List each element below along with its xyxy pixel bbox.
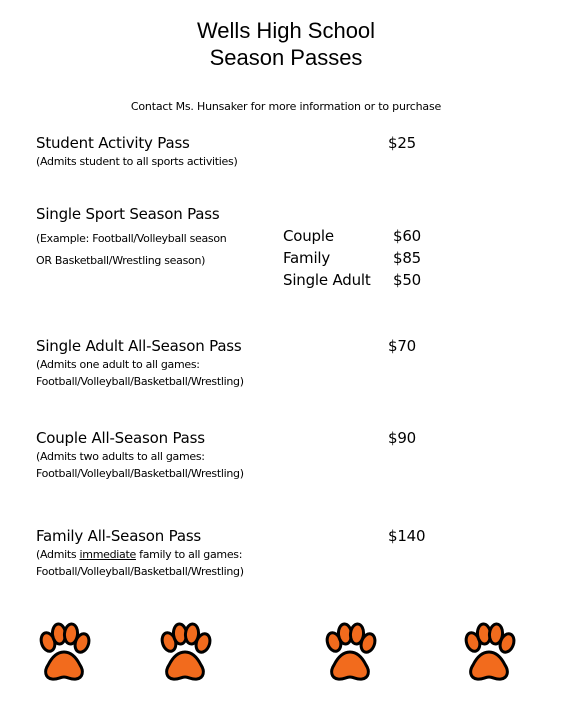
couple-pass-price: $90 bbox=[388, 429, 417, 447]
student-pass-price: $25 bbox=[388, 134, 417, 152]
single-sport-option-price: $85 bbox=[393, 249, 422, 267]
single-adult-pass-name: Single Adult All-Season Pass bbox=[36, 337, 242, 355]
contact-line: Contact Ms. Hunsaker for more information or to purchase bbox=[130, 100, 442, 113]
paw-print-icon bbox=[36, 622, 92, 684]
paw-pad bbox=[332, 652, 369, 679]
student-pass-note: (Admits student to all sports activities) bbox=[36, 155, 238, 168]
page-title-line-2: Season Passes bbox=[209, 45, 363, 70]
paw-print-icon bbox=[322, 622, 378, 684]
single-sport-option-label: Couple bbox=[283, 227, 334, 245]
couple-pass-name: Couple All-Season Pass bbox=[36, 429, 205, 447]
single-sport-option-price: $60 bbox=[393, 227, 422, 245]
family-note-emphasis: immediate bbox=[79, 548, 136, 561]
single-sport-pass-name: Single Sport Season Pass bbox=[36, 205, 220, 223]
single-sport-note-line-1: (Example: Football/Volleyball season bbox=[36, 232, 227, 245]
page-title-line-1: Wells High School bbox=[196, 18, 376, 43]
family-note-pre: (Admits bbox=[36, 548, 80, 561]
single-sport-option-label: Family bbox=[283, 249, 331, 267]
single-adult-pass-price: $70 bbox=[388, 337, 417, 355]
couple-note-line-2: Football/Volleyball/Basketball/Wrestling) bbox=[36, 467, 244, 480]
couple-note-line-1: (Admits two adults to all games: bbox=[36, 450, 205, 463]
family-pass-name: Family All-Season Pass bbox=[36, 527, 202, 545]
paw-print-icon bbox=[461, 622, 517, 684]
single-sport-option-price: $50 bbox=[393, 271, 422, 289]
single-sport-option-label: Single Adult bbox=[283, 271, 371, 289]
single-adult-note-line-2: Football/Volleyball/Basketball/Wrestling) bbox=[36, 375, 244, 388]
paw-pad bbox=[471, 652, 508, 679]
single-adult-note-line-1: (Admits one adult to all games: bbox=[36, 358, 200, 371]
paw-pad bbox=[46, 652, 83, 679]
family-note-line-2: Football/Volleyball/Basketball/Wrestling) bbox=[36, 565, 244, 578]
family-note-line-1 bbox=[36, 546, 242, 564]
paw-pad bbox=[167, 652, 204, 679]
single-sport-note-line-2: OR Basketball/Wrestling season) bbox=[36, 254, 206, 267]
family-pass-price: $140 bbox=[388, 527, 426, 545]
paw-print-icon bbox=[157, 622, 213, 684]
family-note-post: family to all games: bbox=[135, 548, 243, 561]
student-pass-name: Student Activity Pass bbox=[36, 134, 190, 152]
